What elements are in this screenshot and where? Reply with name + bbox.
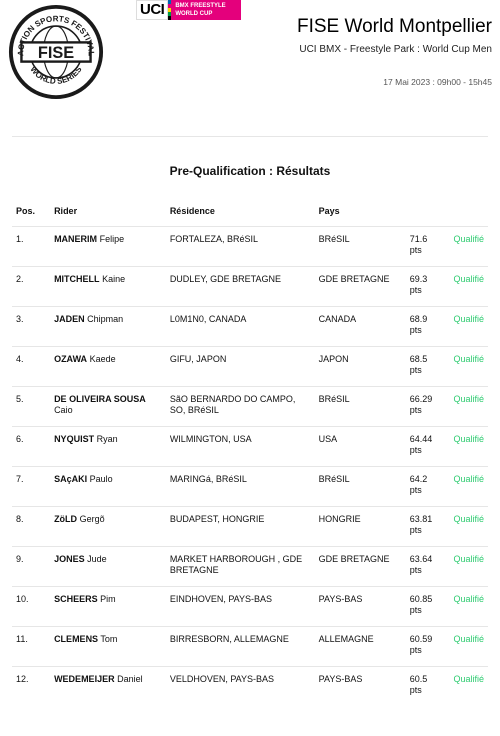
uci-wordmark: UCI <box>136 0 168 20</box>
cell-status: Qualifié <box>449 307 488 347</box>
cell-rider <box>50 387 166 427</box>
score-value: 66.29 <box>409 394 433 404</box>
col-header-pays: Pays <box>318 206 340 216</box>
cell-rider <box>50 547 166 587</box>
rider-first-name: Caio <box>54 405 73 415</box>
rider-first-name: Paulo <box>89 474 113 484</box>
table-row <box>12 467 488 507</box>
score-value: 68.9 <box>409 314 428 324</box>
rider-first-name: Pim <box>100 594 116 604</box>
rider-last-name: ZöLD <box>54 514 78 524</box>
cell-score <box>406 587 450 627</box>
score-value: 63.81 <box>409 514 433 524</box>
table-row <box>12 427 488 467</box>
score-unit: pts <box>409 645 422 655</box>
score-value: 60.85 <box>409 594 433 604</box>
table-row <box>12 387 488 427</box>
score-unit: pts <box>409 485 422 495</box>
cell-score <box>406 627 450 667</box>
rider-last-name: SCHEERS <box>54 594 98 604</box>
rider-last-name: NYQUIST <box>54 434 95 444</box>
score-unit: pts <box>409 525 422 535</box>
cell-pos: 7. <box>12 467 50 507</box>
score-unit: pts <box>409 685 422 695</box>
cell-pays: GDE BRETAGNE <box>315 547 406 587</box>
table-row <box>12 547 488 587</box>
cell-residence: EINDHOVEN, PAYS-BAS <box>166 587 315 627</box>
col-header-rider: Rider <box>54 206 78 216</box>
cell-rider <box>50 427 166 467</box>
rider-first-name: Kaine <box>102 274 126 284</box>
table-header-row <box>12 200 488 227</box>
logo-bottom-text: WORLD SERIES <box>28 64 84 86</box>
table-row <box>12 307 488 347</box>
score-value: 64.2 <box>409 474 428 484</box>
cell-pos: 5. <box>12 387 50 427</box>
event-date: 17 Mai 2023 : 09h00 - 15h45 <box>383 77 492 87</box>
cell-residence: BUDAPEST, HONGRIE <box>166 507 315 547</box>
cell-residence: VELDHOVEN, PAYS-BAS <box>166 667 315 707</box>
cell-rider <box>50 267 166 307</box>
table-row <box>12 347 488 387</box>
cell-status: Qualifié <box>449 587 488 627</box>
table-row <box>12 627 488 667</box>
cell-status: Qualifié <box>449 667 488 707</box>
cell-status: Qualifié <box>449 467 488 507</box>
cell-pays: PAYS-BAS <box>315 667 406 707</box>
cell-pays: PAYS-BAS <box>315 587 406 627</box>
rider-first-name: Tom <box>100 634 118 644</box>
cell-pos: 6. <box>12 427 50 467</box>
cell-status: Qualifié <box>449 547 488 587</box>
results-table <box>12 200 488 706</box>
score-unit: pts <box>409 285 422 295</box>
table-row <box>12 227 488 267</box>
cell-pos: 8. <box>12 507 50 547</box>
cell-rider <box>50 347 166 387</box>
rider-last-name: JADEN <box>54 314 85 324</box>
score-value: 60.59 <box>409 634 433 644</box>
cell-score <box>406 507 450 547</box>
table-row <box>12 667 488 707</box>
fise-world-series-logo <box>8 4 104 100</box>
cell-pos: 4. <box>12 347 50 387</box>
cell-residence: WILMINGTON, USA <box>166 427 315 467</box>
cell-rider <box>50 307 166 347</box>
rider-first-name: Chipman <box>87 314 124 324</box>
col-header-pos: Pos. <box>16 206 36 216</box>
cell-residence: MARKET HARBOROUGH , GDE BRETAGNE <box>166 547 315 587</box>
uci-tag-line1: BMX FREESTYLE <box>175 3 226 9</box>
rider-last-name: CLEMENS <box>54 634 99 644</box>
score-unit: pts <box>409 565 422 575</box>
rider-first-name: Kaede <box>89 354 116 364</box>
cell-status: Qualifié <box>449 507 488 547</box>
score-value: 64.44 <box>409 434 433 444</box>
cell-residence: L0M1N0, CANADA <box>166 307 315 347</box>
cell-pos: 9. <box>12 547 50 587</box>
score-value: 63.64 <box>409 554 433 564</box>
cell-pos: 11. <box>12 627 50 667</box>
table-row <box>12 507 488 547</box>
cell-score <box>406 547 450 587</box>
cell-status: Qualifié <box>449 627 488 667</box>
logo-top-text: ACTION SPORTS FESTIVAL <box>16 14 96 57</box>
cell-rider <box>50 507 166 547</box>
cell-pays: BRéSIL <box>315 387 406 427</box>
rider-last-name: OZAWA <box>54 354 88 364</box>
rider-last-name: MANERIM <box>54 234 98 244</box>
header-divider <box>12 136 488 137</box>
logo-center-text: FISE <box>37 44 75 63</box>
rider-first-name: Ryan <box>96 434 118 444</box>
cell-score <box>406 347 450 387</box>
cell-score <box>406 267 450 307</box>
rider-first-name: Jude <box>87 554 107 564</box>
cell-pays: JAPON <box>315 347 406 387</box>
score-unit: pts <box>409 245 422 255</box>
cell-score <box>406 667 450 707</box>
cell-rider <box>50 667 166 707</box>
cell-status: Qualifié <box>449 347 488 387</box>
uci-tagline <box>171 0 241 20</box>
col-header-residence: Résidence <box>169 206 215 216</box>
cell-score <box>406 427 450 467</box>
cell-status: Qualifié <box>449 427 488 467</box>
rider-last-name: JONES <box>54 554 85 564</box>
score-unit: pts <box>409 445 422 455</box>
table-row <box>12 267 488 307</box>
cell-pays: GDE BRETAGNE <box>315 267 406 307</box>
table-row <box>12 587 488 627</box>
cell-residence: DUDLEY, GDE BRETAGNE <box>166 267 315 307</box>
score-unit: pts <box>409 405 422 415</box>
cell-rider <box>50 627 166 667</box>
cell-pos: 2. <box>12 267 50 307</box>
results-body <box>12 227 488 707</box>
cell-pays: BRéSIL <box>315 227 406 267</box>
cell-status: Qualifié <box>449 387 488 427</box>
cell-residence: FORTALEZA, BRéSIL <box>166 227 315 267</box>
cell-pos: 1. <box>12 227 50 267</box>
rider-last-name: DE OLIVEIRA SOUSA <box>54 394 146 404</box>
cell-pays: CANADA <box>315 307 406 347</box>
cell-score <box>406 227 450 267</box>
score-value: 60.5 <box>409 674 428 684</box>
score-unit: pts <box>409 325 422 335</box>
cell-residence: GIFU, JAPON <box>166 347 315 387</box>
event-title: FISE World Montpellier <box>297 16 492 37</box>
col-header-score <box>406 200 450 227</box>
cell-pays: ALLEMAGNE <box>315 627 406 667</box>
cell-residence: MARINGá, BRéSIL <box>166 467 315 507</box>
score-value: 68.5 <box>409 354 428 364</box>
cell-rider <box>50 587 166 627</box>
section-title: Pre-Qualification : Résultats <box>169 164 331 178</box>
cell-status: Qualifié <box>449 267 488 307</box>
cell-score <box>406 467 450 507</box>
score-unit: pts <box>409 605 422 615</box>
uci-world-cup-banner <box>136 0 241 20</box>
score-value: 71.6 <box>409 234 428 244</box>
cell-residence: SãO BERNARDO DO CAMPO, SO, BRéSIL <box>166 387 315 427</box>
rider-first-name: Gergõ <box>79 514 105 524</box>
rider-last-name: WEDEMEIJER <box>54 674 115 684</box>
event-header <box>297 16 492 87</box>
rider-first-name: Felipe <box>99 234 125 244</box>
rider-last-name: MITCHELL <box>54 274 100 284</box>
cell-rider <box>50 227 166 267</box>
cell-pays: USA <box>315 427 406 467</box>
cell-pos: 10. <box>12 587 50 627</box>
cell-pos: 3. <box>12 307 50 347</box>
cell-residence: BIRRESBORN, ALLEMAGNE <box>166 627 315 667</box>
rider-last-name: SAçAKI <box>54 474 88 484</box>
col-header-status <box>449 200 488 227</box>
event-subtitle: UCI BMX - Freestyle Park : World Cup Men <box>299 44 492 55</box>
cell-status: Qualifié <box>449 227 488 267</box>
score-unit: pts <box>409 365 422 375</box>
score-value: 69.3 <box>409 274 428 284</box>
cell-pos: 12. <box>12 667 50 707</box>
rider-first-name: Daniel <box>117 674 143 684</box>
svg-text:WORLD SERIES <box>28 64 84 86</box>
cell-pays: HONGRIE <box>315 507 406 547</box>
cell-pays: BRéSIL <box>315 467 406 507</box>
uci-tag-line2: WORLD CUP <box>175 11 213 17</box>
cell-score <box>406 387 450 427</box>
cell-score <box>406 307 450 347</box>
cell-rider <box>50 467 166 507</box>
